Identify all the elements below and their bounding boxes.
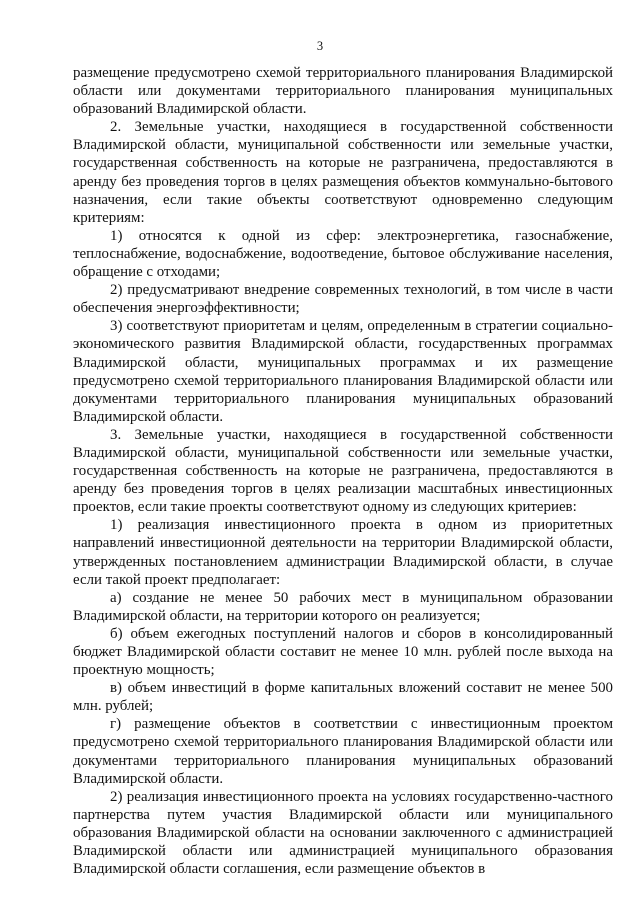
paragraph-subitem-b: б) объем ежегодных поступлений налогов и сборов в консолидированный бюджет Владимирской области составит не менее 10 млн. рублей после выхода на проектную мощность; bbox=[73, 625, 613, 679]
paragraph-clause-2-item-1: 1) относятся к одной из сфер: электроэнергетика, газоснабжение, теплоснабжение, водоснабжение, водоотведение, бытовое обслуживание населения, обращение с отходами; bbox=[73, 227, 613, 281]
paragraph-clause-2-item-2: 2) предусматривают внедрение современных технологий, в том числе в части обеспечения энергоэффективности; bbox=[73, 282, 613, 317]
paragraph-clause-3: 3. Земельные участки, находящиеся в государственной собственности Владимирской области, муниципальной собственности или земельные участки, государственная собственность на которые не разграничена, предоставляются в аренду без проведения торгов в целях реализации масштабных инвестиционных проектов, если такие проекты соответствуют одному из следующих критериев: bbox=[73, 426, 613, 516]
document-body bbox=[73, 64, 613, 878]
paragraph-continuation: размещение предусмотрено схемой территориального планирования Владимирской области или документами территориального планирования муниципальных образований Владимирской области. bbox=[73, 65, 613, 118]
paragraph-clause-3-item-1: 1) реализация инвестиционного проекта в одном из приоритетных направлений инвестиционной деятельности на территории Владимирской области, утвержденных постановлением администрации Владимирской области, в случае если такой проект предполагает: bbox=[73, 517, 613, 588]
paragraph-subitem-v: в) объем инвестиций в форме капитальных вложений составит не менее 500 млн. рублей; bbox=[73, 680, 613, 715]
paragraph-subitem-a: а) создание не менее 50 рабочих мест в муниципальном образовании Владимирской области, на территории которого он реализуется; bbox=[73, 589, 613, 624]
page-number: 3 bbox=[316, 39, 324, 53]
paragraph-subitem-g: г) размещение объектов в соответствии с инвестиционным проектом предусмотрено схемой территориального планирования Владимирской области или документами территориального планирования муниципальных образований Владимирской области. bbox=[73, 716, 613, 787]
paragraph-clause-2-item-3: 3) соответствуют приоритетам и целям, определенным в стратегии социально-экономического развития Владимирской области, государственных программах Владимирской области, муниципальных программах и их размещение предусмотрено схемой территориального планирования Владимирской области или документами территориального планирования муниципальных образований Владимирской области. bbox=[73, 318, 613, 425]
paragraph-clause-2: 2. Земельные участки, находящиеся в государственной собственности Владимирской области, муниципальной собственности или земельные участки, государственная собственность на которые не разграничена, предоставляются в аренду без проведения торгов в целях размещения объектов коммунально-бытового назначения, если такие объекты соответствуют одновременно следующим критериям: bbox=[73, 119, 613, 226]
paragraph-clause-3-item-2: 2) реализация инвестиционного проекта на условиях государственно-частного партнерства путем участия Владимирской области или муниципального образования Владимирской области на основании заключенного с администрацией Владимирской области или администрацией муниципального образования Владимирской области соглашения, если размещение объектов в bbox=[73, 788, 613, 878]
